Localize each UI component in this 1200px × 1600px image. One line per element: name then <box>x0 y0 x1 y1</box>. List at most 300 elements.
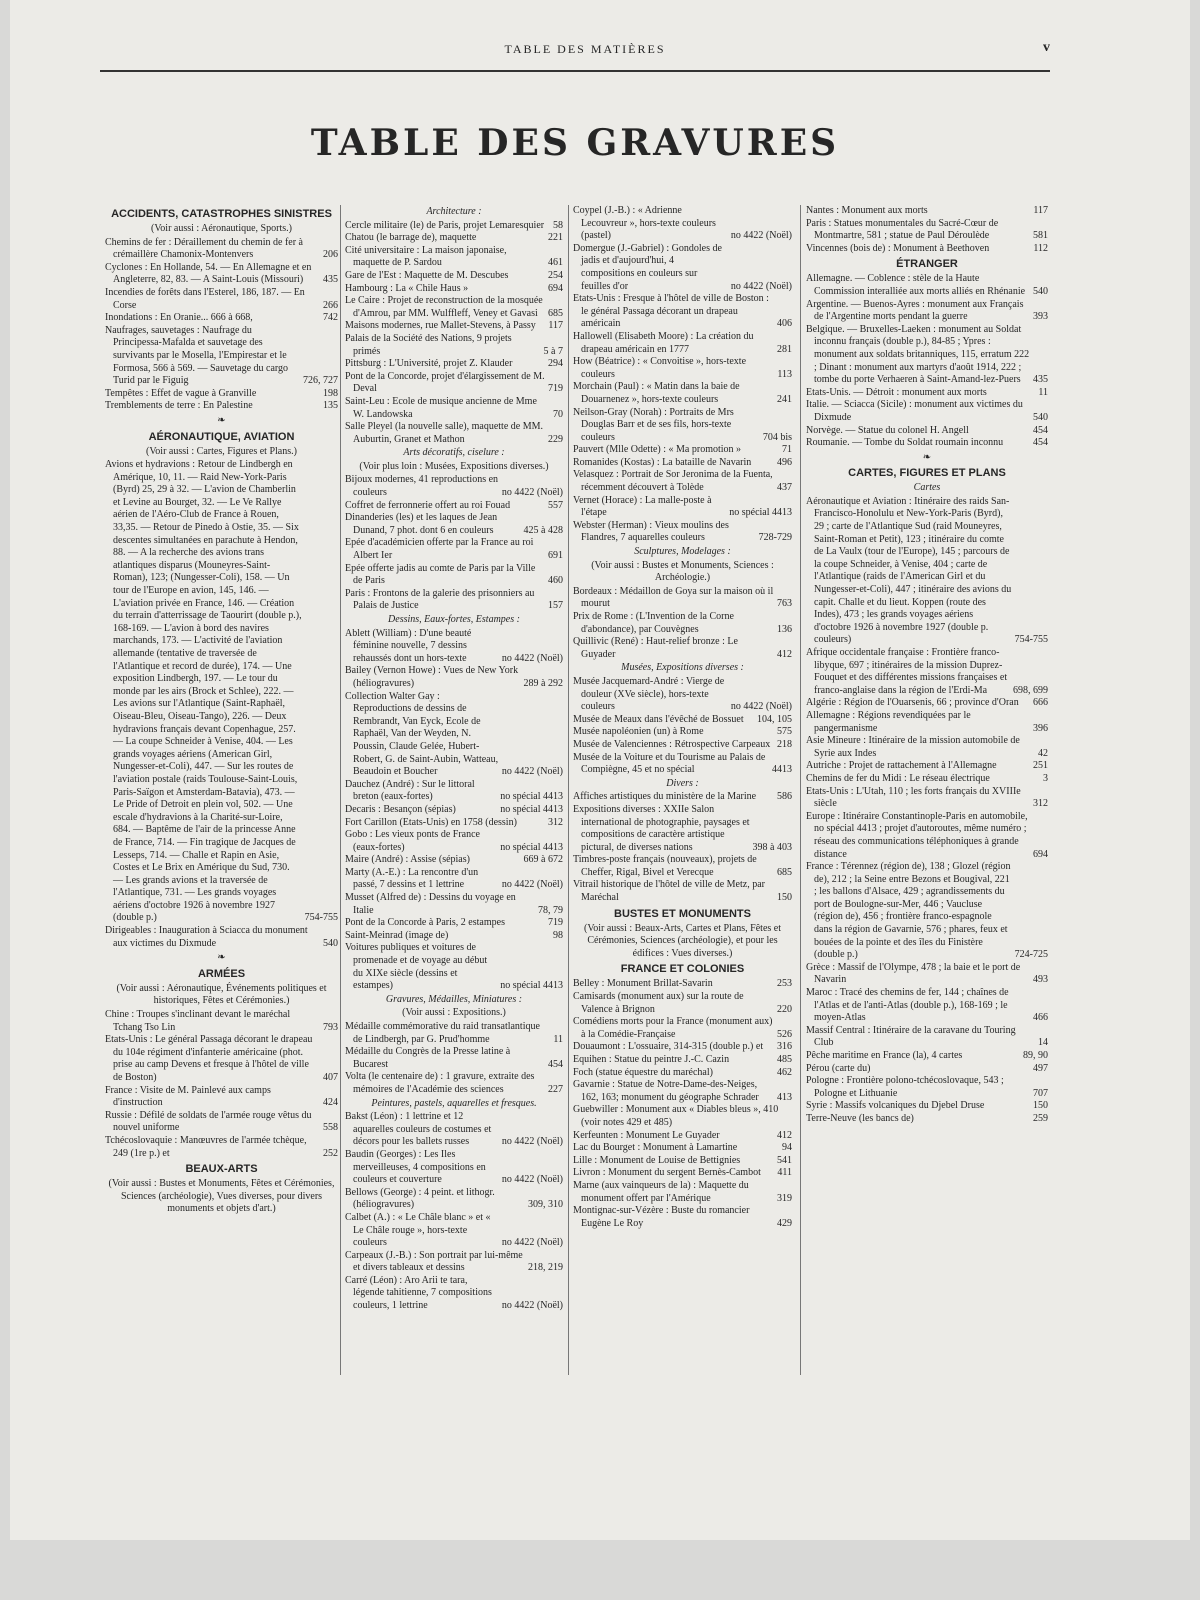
index-entry <box>345 854 563 867</box>
entry-page-ref: no spécial 4413 <box>500 803 563 815</box>
index-entry <box>345 371 563 396</box>
entry-text: Pologne : Frontière polono-tchécoslovaque, 543 ; Pologne et Lithuanie <box>806 1075 1004 1099</box>
index-entry <box>573 1104 792 1129</box>
entry-text: Nantes : Monument aux morts <box>806 205 928 216</box>
entry-page-ref: 11 <box>553 1033 563 1045</box>
entry-text: Livron : Monument du sergent Bernès-Cambot <box>573 1167 761 1179</box>
entry-text: Gare de l'Est : Maquette de M. Descubes <box>345 269 509 281</box>
entry-page-ref: 42 <box>1038 747 1048 759</box>
entry-page-ref: 754-755 <box>304 912 338 924</box>
entry-text: France : Visite de M. Painlevé aux camps d'instruction <box>105 1084 271 1109</box>
index-entry <box>345 588 563 613</box>
entry-page-ref: 11 <box>1038 386 1048 398</box>
index-entry <box>345 829 563 854</box>
index-entry <box>573 1067 792 1080</box>
entry-page-ref: no 4422 (Noël) <box>501 1174 563 1186</box>
cross-reference-note: (Voir aussi : Bustes et Monuments, Sciences : Archéologie.) <box>591 559 774 584</box>
entry-page-ref: 117 <box>1033 205 1048 216</box>
index-entry <box>806 987 1048 1025</box>
index-entry <box>345 628 563 666</box>
entry-text: Pont de la Concorde à Paris, 2 estampes <box>345 917 505 929</box>
entry-page-ref: 253 <box>777 978 792 990</box>
cross-reference-note: (Voir plus loin : Musées, Expositions diverses.) <box>359 460 549 472</box>
entry-text: Carré (Léon) : Aro Arii te tara, légende tahitienne, 7 compositions couleurs, 1 lettrine <box>345 1274 492 1312</box>
entry-page-ref: 719 <box>548 383 563 395</box>
entry-page-ref: 117 <box>548 320 563 332</box>
subsection-heading: Cartes <box>913 482 941 494</box>
entry-page-ref: 454 <box>548 1058 563 1070</box>
index-entry <box>806 243 1048 256</box>
index-entry <box>806 437 1048 450</box>
index-entry <box>345 867 563 892</box>
index-entry <box>345 1149 563 1187</box>
index-column-3 <box>573 205 792 1375</box>
subsection-heading: Architecture : <box>426 206 482 217</box>
index-entry <box>806 425 1048 438</box>
entry-page-ref: 229 <box>548 433 563 445</box>
entry-page-ref: 5 à 7 <box>543 345 563 357</box>
subsection-heading: Gravures, Médailles, Miniatures : <box>385 993 523 1005</box>
entry-text: Dinanderies (les) et les laques de Jean Dunand, 7 phot. dont 6 en couleurs <box>345 512 498 536</box>
index-entry <box>573 1054 792 1067</box>
entry-text: Incendies de forêts dans l'Esterel, 186, 187. — En Corse <box>105 286 305 311</box>
running-head-title: TABLE DES MATIÈRES <box>504 42 666 56</box>
index-entry <box>806 861 1048 962</box>
entry-text: Naufrages, sauvetages : Naufrage du Principessa-Mafalda et sauvetage des survivants par le Mosella, l'Empirestar et le Formosa, 566 à 569. — Sauvetage du cargo Turid par le Figuig <box>105 324 289 387</box>
entry-text: Norvège. — Statue du colonel H. Angell <box>806 424 969 436</box>
page-title: TABLE DES GRAVURES <box>310 122 840 164</box>
entry-page-ref: 666 <box>1033 697 1048 709</box>
index-entry <box>345 1071 563 1096</box>
entry-page-ref: 218, 219 <box>528 1262 563 1274</box>
entry-page-ref: 113 <box>777 368 792 380</box>
index-entry <box>345 512 563 537</box>
entry-text: Palais de la Société des Nations, 9 projets primés <box>345 332 512 357</box>
entry-text: Comédiens morts pour la France (monument aux) à la Comédie-Française <box>573 1016 773 1040</box>
entry-page-ref: 98 <box>553 929 563 941</box>
entry-page-ref: 685 <box>777 866 792 878</box>
index-entry <box>573 356 792 381</box>
index-entry <box>573 457 792 470</box>
entry-page-ref: 694 <box>1033 848 1048 860</box>
entry-page-ref: 694 <box>548 282 563 294</box>
index-entry <box>806 647 1048 697</box>
index-entry <box>345 421 563 446</box>
index-entry <box>573 791 792 804</box>
index-entry <box>806 710 1048 735</box>
index-entry <box>105 262 338 287</box>
index-entry <box>806 387 1048 400</box>
entry-text: Asie Mineure : Itinéraire de la mission automobile de Syrie aux Indes <box>806 735 1020 759</box>
entry-text: Domergue (J.-Gabriel) : Gondoles de jadis et d'aujourd'hui, 4 compositions en couleurs sur feuilles d'or <box>573 242 722 292</box>
entry-text: Musée de la Voiture et du Tourisme au Palais de Compiègne, 45 et no spécial <box>573 751 766 776</box>
entry-text: Argentine. — Buenos-Ayres : monument aux Français de l'Argentine morts pendant la guerre <box>806 298 1024 323</box>
entry-text: Gobo : Les vieux ponts de France (eaux-fortes) <box>345 829 480 853</box>
entry-text: Etats-Unis : Le général Passaga décorant le drapeau du 104e régiment d'infanterie américaine (phot. prise au camp Devens et fresque à l'hôtel de ville de Boston) <box>105 1034 313 1083</box>
index-entry <box>105 1135 338 1160</box>
entry-page-ref: 460 <box>548 575 563 587</box>
index-entry <box>573 205 792 243</box>
index-entry <box>573 752 792 777</box>
entry-text: Guebwiller : Monument aux « Diables bleus », 410 (voir notes 429 et 485) <box>573 1104 779 1128</box>
entry-page-ref: 393 <box>1033 311 1048 323</box>
entry-text: Musset (Alfred de) : Dessins du voyage en Italie <box>345 892 516 916</box>
entry-text: Timbres-poste français (nouveaux), projets de Cheffer, Rigal, Bivel et Verecque <box>573 854 757 878</box>
index-entry <box>105 1110 338 1135</box>
entry-text: Musée de Meaux dans l'évêché de Bossuet <box>573 713 744 725</box>
entry-text: Belley : Monument Brillat-Savarin <box>573 978 713 990</box>
entry-text: Coypel (J.-B.) : « Adrienne Lecouvreur », hors-texte couleurs (pastel) <box>573 205 716 242</box>
entry-text: Allemagne : Régions revendiquées par le pangermanisme <box>806 709 971 734</box>
entry-page-ref: 754-755 <box>1014 634 1048 646</box>
entry-text: Dauchez (André) : Sur le littoral breton (eaux-fortes) <box>345 778 475 803</box>
entry-page-ref: no spécial 4413 <box>500 791 563 803</box>
section-heading: AÉRONAUTIQUE, AVIATION <box>148 430 295 443</box>
entry-text: Inondations : En Oranie... 666 à 668, <box>105 312 253 324</box>
cross-reference-note: (Voir aussi : Aéronautique, Événements politiques et historiques, Fêtes et Cérémonies.) <box>116 982 327 1007</box>
entry-page-ref: 557 <box>548 499 563 511</box>
index-entry <box>345 892 563 917</box>
subsection-heading: Peintures, pastels, aquarelles et fresques. <box>371 1097 537 1109</box>
entry-text: Bijoux modernes, 41 reproductions en couleurs <box>345 474 499 499</box>
entry-text: Calbet (A.) : « Le Châle blanc » et « Le Châle rouge », hors-texte couleurs <box>345 1211 491 1249</box>
entry-text: Hallowell (Elisabeth Moore) : La création du drapeau américain en 1777 <box>573 330 754 355</box>
index-entry <box>345 232 563 245</box>
entry-text: Tempêtes : Effet de vague à Granville <box>105 387 257 399</box>
entry-page-ref: 252 <box>323 1147 338 1159</box>
index-entry <box>806 324 1048 387</box>
entry-page-ref: 70 <box>553 408 563 420</box>
entry-page-ref: 586 <box>777 791 792 803</box>
entry-page-ref: no 4422 (Noël) <box>730 701 792 713</box>
entry-page-ref: 461 <box>548 257 563 269</box>
entry-text: Epée offerte jadis au comte de Paris par la Ville de Paris <box>345 562 536 587</box>
index-entry <box>105 1034 338 1084</box>
index-entry <box>806 399 1048 424</box>
entry-page-ref: 3 <box>1043 772 1048 784</box>
entry-text: Paris : Frontons de la galerie des prisonniers au Palais de Justice <box>345 587 535 612</box>
index-entry <box>105 400 338 413</box>
entry-text: Etats-Unis. — Détroit : monument aux morts <box>806 386 987 398</box>
index-column-2 <box>345 205 563 1375</box>
entry-page-ref: 726, 727 <box>303 375 338 387</box>
entry-page-ref: 309, 310 <box>528 1199 563 1211</box>
index-entry <box>573 1016 792 1041</box>
entry-page-ref: 319 <box>777 1192 792 1204</box>
entry-page-ref: no 4422 (Noël) <box>730 230 792 242</box>
entry-text: Terre-Neuve (les bancs de) <box>806 1112 914 1124</box>
entry-page-ref: 435 <box>1033 374 1048 386</box>
entry-page-ref: 104, 105 <box>757 713 792 725</box>
entry-text: Marty (A.-E.) : La rencontre d'un passé, 7 dessins et 1 lettrine <box>345 866 479 891</box>
index-entry <box>806 760 1048 773</box>
index-entry <box>806 205 1048 218</box>
index-entry <box>806 1025 1048 1050</box>
entry-page-ref: no 4422 (Noël) <box>730 280 792 292</box>
index-entry <box>573 611 792 636</box>
section-heading: ÉTRANGER <box>896 258 958 271</box>
entry-text: Pont de la Concorde, projet d'élargissement de M. Deval <box>345 370 545 395</box>
entry-page-ref: 150 <box>1033 1100 1048 1112</box>
entry-text: Maire (André) : Assise (sépias) <box>345 854 470 866</box>
header-rule <box>100 70 1050 72</box>
entry-page-ref: 407 <box>323 1072 338 1083</box>
index-entry <box>345 474 563 499</box>
index-entry <box>806 697 1048 710</box>
entry-page-ref: 412 <box>777 1129 792 1141</box>
entry-page-ref: 685 <box>548 307 563 319</box>
entry-text: Affiches artistiques du ministère de la Marine <box>573 791 757 803</box>
entry-text: Coffret de ferronnerie offert au roi Fouad <box>345 499 511 511</box>
index-column-4 <box>806 205 1048 1375</box>
entry-page-ref: no 4422 (Noël) <box>501 1237 563 1249</box>
index-entry <box>105 287 338 312</box>
entry-page-ref: 526 <box>777 1028 792 1040</box>
entry-page-ref: 763 <box>777 598 792 610</box>
entry-text: Massif Central : Itinéraire de la caravane du Touring Club <box>806 1024 1016 1049</box>
entry-page-ref: 719 <box>548 917 563 929</box>
index-entry <box>345 295 563 320</box>
index-entry <box>573 739 792 752</box>
entry-text: Vitrail historique de l'hôtel de ville de Metz, par Maréchal <box>573 879 765 904</box>
cross-reference-note: (Voir aussi : Aéronautique, Sports.) <box>151 223 292 234</box>
entry-page-ref: 266 <box>323 299 338 311</box>
entry-text: Camisards (monument aux) sur la route de Valence à Brignon <box>573 991 744 1015</box>
entry-text: Bellows (George) : 4 peint. et lithogr. (héliogravures) <box>345 1186 495 1211</box>
subsection-heading: Divers : <box>666 777 699 789</box>
entry-text: Baudin (Georges) : Les Iles merveilleuses, 4 compositions en couleurs et couverture <box>345 1148 486 1186</box>
entry-page-ref: no 4422 (Noël) <box>501 766 563 778</box>
index-entry <box>573 714 792 727</box>
entry-page-ref: 89, 90 <box>1023 1050 1048 1061</box>
entry-text: Médaille du Congrès de la Presse latine à Bucarest <box>345 1046 511 1070</box>
index-entry <box>573 293 792 331</box>
entry-page-ref: 540 <box>1033 411 1048 423</box>
entry-text: Epée d'académicien offerte par la France au roi Albert Ier <box>345 537 534 562</box>
entry-page-ref: no 4422 (Noël) <box>501 652 563 664</box>
index-entry <box>105 1009 338 1034</box>
index-entry <box>345 500 563 513</box>
column-divider <box>800 205 801 1375</box>
entry-page-ref: 94 <box>782 1142 792 1154</box>
cross-reference-note: (Voir aussi : Beaux-Arts, Cartes et Plans, Fêtes et Cérémonies, Sciences (archéologie), et pour les édifices : Vues diverses.) <box>583 922 781 959</box>
entry-text: Prix de Rome : (L'Invention de la Corne d'abondance), par Couvègnes <box>573 611 734 635</box>
entry-page-ref: 406 <box>777 318 792 330</box>
entry-text: Lille : Monument de Louise de Bettignies <box>573 1154 741 1166</box>
entry-page-ref: 136 <box>777 623 792 635</box>
entry-text: Syrie : Massifs volcaniques du Djebel Druse <box>806 1100 985 1112</box>
entry-text: Musée de Valenciennes : Rétrospective Carpeaux <box>573 738 771 750</box>
entry-page-ref: 437 <box>777 482 792 494</box>
entry-page-ref: 691 <box>548 550 563 562</box>
index-entry <box>345 779 563 804</box>
entry-text: Grèce : Massif de l'Olympe, 478 ; la baie et le port de Navarin <box>806 961 1021 986</box>
index-entry <box>573 469 792 494</box>
entry-text: Neilson-Gray (Norah) : Portraits de Mrs Douglas Barr et de ses fils, hors-texte couleurs <box>573 406 734 443</box>
entry-text: How (Béatrice) : « Convoitise », hors-texte couleurs <box>573 356 747 380</box>
section-heading: FRANCE ET COLONIES <box>620 963 745 976</box>
index-entry <box>806 218 1048 243</box>
entry-text: Salle Pleyel (la nouvelle salle), maquette de MM. Auburtin, Granet et Mathon <box>345 421 543 445</box>
entry-text: Hambourg : La « Chile Haus » <box>345 282 469 294</box>
entry-page-ref: 259 <box>1033 1112 1048 1124</box>
index-entry <box>573 1155 792 1168</box>
index-entry <box>573 991 792 1016</box>
entry-page-ref: 135 <box>323 400 338 412</box>
entry-page-ref: 493 <box>1033 974 1048 986</box>
entry-text: Saint-Leu : Ecole de musique ancienne de Mme W. Landowska <box>345 395 537 420</box>
running-head <box>110 40 1060 70</box>
entry-text: Afrique occidentale française : Frontière franco-libyque, 697 ; itinéraires de la mission Duprez-Fouquet et des différentes missions françaises et franco-anglaise dans la région de l'Erdi-Ma <box>806 647 1008 696</box>
index-entry <box>345 1275 563 1313</box>
index-entry <box>573 520 792 545</box>
entry-text: Vernet (Horace) : La malle-poste à l'étape <box>573 494 712 519</box>
index-entry <box>806 962 1048 987</box>
subsection-heading: Dessins, Eaux-fortes, Estampes : <box>388 614 520 625</box>
entry-text: Dirigeables : Inauguration à Sciacca du monument aux victimes du Dixmude <box>105 925 308 949</box>
index-entry <box>345 320 563 333</box>
entry-page-ref: 289 à 292 <box>523 677 563 689</box>
entry-text: Maroc : Tracé des chemins de fer, 144 ; chaînes de l'Atlas et de l'anti-Atlas (double p.), 168-169 ; le moyen-Atlas <box>806 987 1009 1024</box>
entry-page-ref: 71 <box>782 444 792 456</box>
cross-reference-note: (Voir aussi : Bustes et Monuments, Fêtes et Cérémonies, Sciences (archéologie), Vues diverses, pour divers monuments et objets d'art.) <box>108 1178 335 1215</box>
index-entry <box>345 537 563 562</box>
entry-page-ref: 413 <box>777 1091 792 1103</box>
index-entry <box>345 283 563 296</box>
entry-page-ref: 398 à 403 <box>752 841 792 853</box>
entry-page-ref: 698, 699 <box>1013 684 1048 696</box>
index-entry <box>345 1046 563 1071</box>
entry-text: Chemins de fer : Déraillement du chemin de fer à crémaillère Chamonix-Montenvers <box>105 236 303 261</box>
index-entry <box>573 1205 792 1230</box>
index-entry <box>345 665 563 690</box>
entry-page-ref: 425 à 428 <box>523 524 563 536</box>
entry-text: Avions et hydravions : Retour de Lindbergh en Amérique, 10, 11. — Raid New-York-Paris (Byrd) 25, 29 à 32. — L'avion de Chamberlin et Levine au Bourget, 32. — Le Ve Rallye aérien de l'Aéro-Club de France à Rouen, 33,35. — Retour de Pinedo à Ostie, 35. — Six descentes simultanées en parachute à Hendon, 88. — A la recherche des avions trans atlantiques disparus (Mouneyres-Saint-Roman), 123; (Nungesser-Coli), 158. — Un tour de l'Europe en avion, 145, 146. — L'aviation privée en France, 146. — Création du terrain d'atterrissage de Taourirt (double p.), 168-169. — L'avion à bord des navires marchands, 173. — L'activité de l'aviation allemande (tentative de traversée de l'Atlantique et record de durée), 174. — Une exposition Lindbergh, 197. — Le tour du monde par les airs (Brock et Schlee), 222. — Les avions sur l'Atlantique (Saint-Raphaël, Oiseau-Bleu, Oiseau-Tango), 226. — Deux hydravions français devant Copenhague, 257. — La coupe Schneider à Venise, 404. — Les grands voyages aériens (American Girl, Nungesser-et-Coli), 447. — Sur les routes de l'aviation postale (raids Toulouse-Saint-Louis, Paris-Saïgon et Amsterdam-Batavia), 473. — Le Pride of Detroit en plein vol, 502. — Une escale d'hydravions à la Charité-sur-Loire, 684. — Baptême de l'air de la princesse Anne de France, 714. — Fin tragique de Jacques de Lesseps, 714. — Challe et Rapin en Asie, Costes et Le Brix en Amérique du Sud, 730. — Les grands avions et la traversée de l'Atlantique, 731. — Les grands voyages aériens d'octobre 1926 à novembre 1927 (double p.) <box>105 459 302 924</box>
entry-text: Maisons modernes, rue Mallet-Stevens, à Passy <box>345 320 536 332</box>
index-entry <box>105 459 338 925</box>
index-entry <box>573 586 792 611</box>
entry-text: Tremblements de terre : En Palestine <box>105 400 253 412</box>
entry-page-ref: 704 bis <box>762 431 792 443</box>
entry-text: Belgique. — Bruxelles-Laeken : monument au Soldat inconnu français (double p.), 84-85 ; Ypres : monument aux soldats britanniques, 115, erratum 222 ; Dinant : monument aux martyrs d'août 1914, 222 ; tombe du porte Verhaeren à Saint-Amand-lez-Puers <box>806 323 1030 386</box>
entry-text: Gavarnie : Statue de Notre-Dame-des-Neiges, 162, 163; monument du géographe Schrader <box>573 1079 759 1103</box>
entry-text: Webster (Herman) : Vieux moulins des Flandres, 7 aquarelles couleurs <box>573 519 729 544</box>
entry-text: Decaris : Besançon (sépias) <box>345 803 456 815</box>
index-entry <box>806 1063 1048 1076</box>
entry-text: Europe : Itinéraire Constantinople-Paris en automobile, no spécial 4413 ; projet d'autoroutes, même numéro ; réseau des communications téléphoniques à grande distance <box>806 810 1028 860</box>
index-entry <box>573 1079 792 1104</box>
entry-text: Pauvert (Mlle Odette) : « Ma promotion » <box>573 444 742 456</box>
index-entry <box>573 854 792 879</box>
entry-text: France : Térennez (région de), 138 ; Glozel (région de), 212 ; la Seine entre Bezons et Bougival, 221 ; les ballons d'Alsace, 429 ; agrandissements du port de Boulogne-sur-Mer, 446 ; Vaucluse (région de), 456 ; frontière franco-espagnole dans la région de Gavarnie, 576 ; phares, feux et bouées de la pointe et des îles du Finistère (double p.) <box>806 861 1011 961</box>
entry-page-ref: 497 <box>1033 1062 1048 1074</box>
index-entry <box>345 245 563 270</box>
entry-page-ref: 14 <box>1038 1037 1048 1049</box>
entry-text: Roumanie. — Tombe du Soldat roumain inconnu <box>806 437 1004 449</box>
index-entry <box>345 1111 563 1149</box>
subsection-heading: Musées, Expositions diverses : <box>621 662 744 674</box>
index-entry <box>806 811 1048 861</box>
entry-text: Morchain (Paul) : « Matin dans la baie de Douarnenez », hors-texte couleurs <box>573 381 740 405</box>
entry-page-ref: no spécial 4413 <box>500 980 563 992</box>
entry-page-ref: 454 <box>1033 424 1048 436</box>
entry-page-ref: 218 <box>777 738 792 750</box>
entry-page-ref: 669 à 672 <box>523 854 563 866</box>
entry-text: Pérou (carte du) <box>806 1062 871 1074</box>
index-entry <box>345 930 563 943</box>
index-entry <box>806 1100 1048 1113</box>
entry-text: Fort Carillon (Etats-Unis) en 1758 (dessin) <box>345 816 517 828</box>
entry-text: Collection Walter Gay : Reproductions de dessins de Rembrandt, Van Eyck, Ecole de Raphaël, Van der Weyden, N. Poussin, Claude Gelée, Hubert-Robert, G. de Saint-Aubin, Watteau, Beaudoin et Boucher <box>345 690 499 778</box>
entry-text: Chemins de fer du Midi : Le réseau électrique <box>806 772 990 784</box>
section-heading: BEAUX-ARTS <box>185 1163 258 1176</box>
index-entry <box>806 1113 1048 1126</box>
index-entry <box>806 773 1048 786</box>
index-entry <box>573 804 792 854</box>
index-entry <box>806 496 1048 647</box>
index-entry <box>806 786 1048 811</box>
index-entry <box>806 299 1048 324</box>
index-entry <box>105 325 338 388</box>
cross-reference-note: (Voir aussi : Expositions.) <box>402 1007 506 1019</box>
ornament-icon: ❧ <box>217 952 226 964</box>
index-entry <box>573 495 792 520</box>
index-entry <box>573 1142 792 1155</box>
entry-page-ref: 312 <box>548 816 563 828</box>
entry-page-ref: 581 <box>1033 230 1048 242</box>
index-column-1 <box>105 205 338 1375</box>
entry-page-ref: 411 <box>777 1167 792 1179</box>
entry-text: Pittsburg : L'Université, projet Z. Klauder <box>345 358 513 370</box>
entry-text: Equihen : Statue du peintre J.-C. Cazin <box>573 1054 730 1065</box>
index-entry <box>573 978 792 991</box>
index-entry <box>345 358 563 371</box>
entry-page-ref: 435 <box>323 274 338 286</box>
index-entry <box>573 1130 792 1143</box>
index-entry <box>573 1180 792 1205</box>
entry-text: Aéronautique et Aviation : Itinéraire des raids San-Francisco-Honolulu et New-York-Paris (Byrd), 29 ; carte de l'Atlantique Sud (raid Mouneyres, Saint-Roman et Petit), 123 ; itinéraire du comte de La Vaulx (tour de l'Europe), 145 ; parcours de la coupe Schneider, à Venise, 404 ; carte de l'Atlantique (raids de l'American Girl et du Nungesser-et-Coli), 447 ; itinéraire des avions du capit. Challe et du lieut. Koppen (route des Indes), 473 ; les grands voyages aériens d'octobre 1926 à novembre 1927 (double p. couleurs) <box>806 495 1012 646</box>
entry-page-ref: 4413 <box>772 764 792 776</box>
entry-text: Etats-Unis : L'Utah, 110 ; les forts français du XVIIIe siècle <box>806 785 1021 810</box>
index-entry <box>345 333 563 358</box>
entry-page-ref: 112 <box>1033 242 1048 254</box>
entry-page-ref: 281 <box>777 343 792 355</box>
entry-text: Cité universitaire : La maison japonaise, maquette de P. Sardou <box>345 244 507 269</box>
entry-page-ref: 541 <box>777 1154 792 1166</box>
entry-text: Lac du Bourget : Monument à Lamartine <box>573 1142 738 1154</box>
entry-text: Saint-Meinrad (image de) <box>345 929 449 941</box>
index-entry <box>573 1041 792 1054</box>
entry-page-ref: 707 <box>1033 1087 1048 1099</box>
index-entry <box>345 1021 563 1046</box>
entry-page-ref: 412 <box>777 648 792 660</box>
index-entry <box>573 444 792 457</box>
entry-text: Montignac-sur-Vézère : Buste du romancier Eugène Le Roy <box>573 1205 750 1229</box>
entry-text: Etats-Unis : Fresque à l'hôtel de ville de Boston : le général Passaga décorant un drapeau américain <box>573 293 769 330</box>
entry-text: Quillivic (René) : Haut-relief bronze : Le Guyader <box>573 636 738 660</box>
page-number: v <box>1043 40 1052 55</box>
entry-text: Volta (le centenaire de) : 1 gravure, extraite des mémoires de l'Académie des sciences <box>345 1071 535 1095</box>
entry-text: Paris : Statues monumentales du Sacré-Cœur de Montmartre, 581 ; statue de Paul Déroulède <box>806 217 999 242</box>
entry-text: Algérie : Région de l'Ouarsenis, 66 ; province d'Oran <box>806 697 1019 709</box>
entry-text: Tchécoslovaquie : Manœuvres de l'armée tchèque, 249 (1re p.) et <box>105 1134 307 1159</box>
entry-text: Russie : Défilé de soldats de l'armée rouge vêtus du nouvel uniforme <box>105 1109 312 1134</box>
entry-page-ref: 251 <box>1033 760 1048 772</box>
index-entry <box>806 273 1048 298</box>
subsection-heading: Sculptures, Modelages : <box>634 546 731 558</box>
entry-text: Carpeaux (J.-B.) : Son portrait par lui-même et divers tableaux et dessins <box>345 1249 523 1274</box>
entry-page-ref: 227 <box>548 1083 563 1095</box>
